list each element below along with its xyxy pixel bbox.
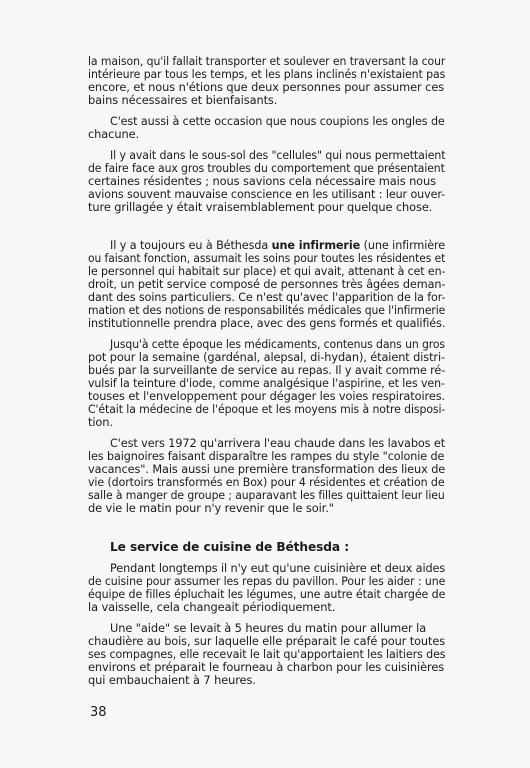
text-line: vulsif la teinture d'iode, comme analgésique l'aspirine, et les ven-	[88, 376, 445, 390]
text-line: vie (dortoirs transformés en Box) pour 4 résidentes et création de	[88, 475, 445, 489]
text-line: la maison, qu'il fallait transporter et soulever en traversant la cour	[88, 54, 446, 68]
text-line: Il y avait dans le sous-sol des "cellules" qui nous permettaient	[110, 148, 446, 162]
text-line: avions souvent mauvaise conscience en les utilisant : leur ouver-	[88, 187, 446, 201]
text-line: touses et l'enveloppement pour dégager les voies respiratoires.	[88, 389, 446, 403]
section-heading: Le service de cuisine de Béthesda :	[110, 540, 349, 554]
text-line: certaines résidentes ; nous savions cela nécessaire mais nous	[88, 174, 437, 188]
text-line: Jusqu'à cette époque les médicaments, contenus dans un gros	[110, 337, 445, 351]
text-line: Pendant longtemps il n'y eut qu'une cuisinière et deux aides	[110, 561, 446, 575]
text-line: Une "aide" se levait à 5 heures du matin pour allumer la	[110, 621, 427, 635]
text-line: pot pour la semaine (gardénal, alepsal, di-hydan), étaient distri-	[88, 350, 446, 364]
text-line: qui embauchaient à 7 heures.	[88, 673, 256, 687]
text-line: vacances". Mais aussi une première transformation des lieux de	[88, 462, 446, 476]
text-line: institutionnelle prendra place, avec des gens formés et qualifiés.	[88, 316, 446, 330]
text-line: droit, un petit service composé de personnes très âgées deman-	[88, 277, 446, 291]
text-line: environs et préparait le fourneau à charbon pour les cuisinières	[88, 660, 445, 674]
text-line: intérieure par tous les temps, et les plans inclinés n'existaient pas	[88, 67, 446, 81]
text-line: chaudière au bois, sur laquelle elle préparait le café pour toutes	[88, 634, 446, 648]
text-line: C'est vers 1972 qu'arrivera l'eau chaude dans les lavabos et	[110, 436, 446, 450]
text-line: encore, et nous n'étions que deux personnes pour assumer ces	[88, 80, 445, 94]
text-line: le personnel qui habitait sur place) et qui avait, attenant à cet en-	[88, 264, 446, 278]
text-line: salle à manger de groupe ; auparavant les filles quittaient leur lieu	[88, 488, 445, 502]
page-number: 38	[90, 705, 107, 720]
text-line: de faire face aux gros troubles du comportement que présentaient	[88, 161, 445, 175]
text-line: bués par la surveillante de service au repas. Il y avait comme ré-	[88, 363, 446, 377]
text-line: bains nécessaires et bienfaisants.	[88, 93, 278, 107]
text-line: C'est aussi à cette occasion que nous coupions les ongles de	[110, 114, 445, 128]
text-run: (une infirmière	[360, 238, 446, 252]
text-line: mation et des notions de responsabilités médicales que l'infirmerie	[88, 303, 446, 317]
text-line: tion.	[88, 415, 113, 429]
text-line: C'était la médecine de l'époque et les moyens mis à notre disposi-	[88, 402, 446, 416]
text-line: de cuisine pour assumer les repas du pavillon. Pour les aider : une	[88, 574, 446, 588]
bold-phrase: une infirmerie	[271, 238, 361, 252]
text-line: ou faisant fonction, assumait les soins pour toutes les résidentes et	[88, 251, 446, 265]
text-line: de vie le matin pour n'y revenir que le soir."	[88, 501, 334, 515]
text-line: la vaisselle, cela changeait périodiquement.	[88, 600, 336, 614]
text-run: Il y a toujours eu à Béthesda	[110, 238, 272, 252]
text-line: chacune.	[88, 127, 139, 141]
text-line: ses compagnes, elle recevait le lait qu'apportaient les laitiers des	[88, 647, 446, 661]
text-line: ture grillagée y était vraisemblablement pour quelque chose.	[88, 200, 433, 214]
text-line: équipe de filles épluchait les légumes, une autre était chargée de	[88, 587, 446, 601]
text-line: dant des soins particuliers. Ce n'est qu'avec l'apparition de la for-	[88, 290, 446, 304]
text-line: les baignoires faisant disparaître les rampes du style "colonie de	[88, 449, 445, 463]
